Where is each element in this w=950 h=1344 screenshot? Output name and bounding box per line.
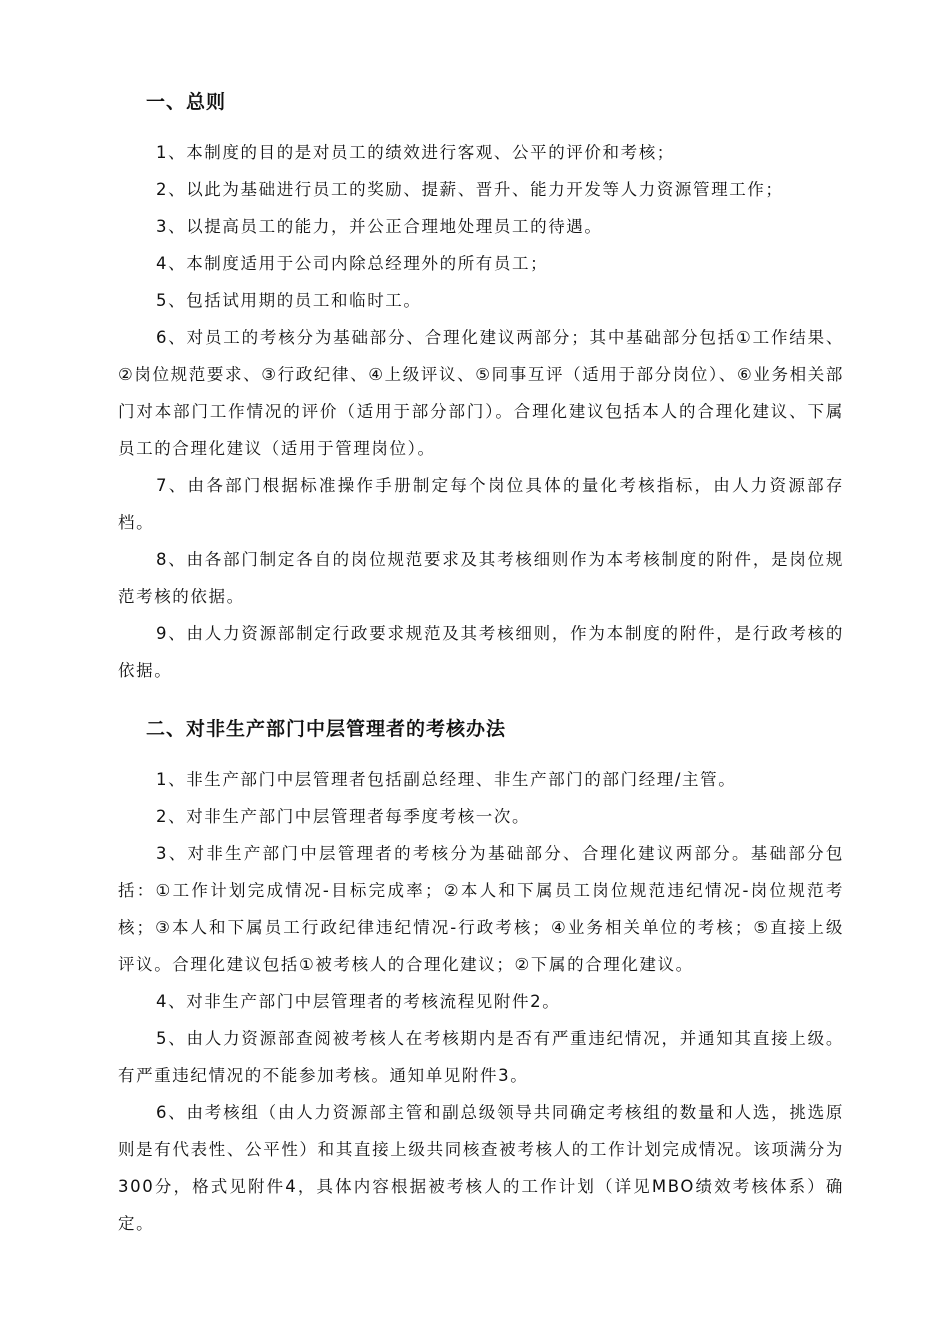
paragraph: 8、由各部门制定各自的岗位规范要求及其考核细则作为本考核制度的附件，是岗位规范考核的依据。 — [118, 550, 844, 606]
paragraph: 2、以此为基础进行员工的奖励、提薪、晋升、能力开发等人力资源管理工作； — [156, 180, 784, 199]
paragraph: 1、本制度的目的是对员工的绩效进行客观、公平的评价和考核； — [156, 143, 675, 162]
paragraph: 4、对非生产部门中层管理者的考核流程见附件2。 — [156, 992, 561, 1011]
document-page — [118, 84, 844, 1242]
paragraph: 5、包括试用期的员工和临时工。 — [156, 291, 422, 310]
paragraph: 3、对非生产部门中层管理者的考核分为基础部分、合理化建议两部分。基础部分包括：①工作计划完成情况-目标完成率；②本人和下属员工岗位规范违纪情况-岗位规范考核；③本人和下属员工行政纪律违纪情况-行政考核；④业务相关单位的考核；⑤直接上级评议。合理化建议包括①被考核人的合理化建议；②下属的合理化建议。 — [118, 844, 844, 974]
paragraph: 5、由人力资源部查阅被考核人在考核期内是否有严重违纪情况，并通知其直接上级。有严重违纪情况的不能参加考核。通知单见附件3。 — [118, 1029, 844, 1085]
paragraph: 9、由人力资源部制定行政要求规范及其考核细则，作为本制度的附件，是行政考核的依据。 — [118, 624, 844, 680]
paragraph: 4、本制度适用于公司内除总经理外的所有员工； — [156, 254, 549, 273]
section-title-general: 一、总则 — [146, 91, 227, 113]
paragraph: 2、对非生产部门中层管理者每季度考核一次。 — [156, 807, 531, 826]
paragraph: 7、由各部门根据标准操作手册制定每个岗位具体的量化考核指标，由人力资源部存档。 — [118, 476, 844, 532]
paragraph: 6、由考核组（由人力资源部主管和副总级领导共同确定考核组的数量和人选，挑选原则是有代表性、公平性）和其直接上级共同核查被考核人的工作计划完成情况。该项满分为300分，格式见附件4，具体内容根据被考核人的工作计划（详见MBO绩效考核体系）确定。 — [118, 1103, 844, 1233]
paragraph: 3、以提高员工的能力，并公正合理地处理员工的待遇。 — [156, 217, 603, 236]
paragraph: 6、对员工的考核分为基础部分、合理化建议两部分；其中基础部分包括①工作结果、②岗位规范要求、③行政纪律、④上级评议、⑤同事互评（适用于部分岗位）、⑥业务相关部门对本部门工作情况的评价（适用于部分部门）。合理化建议包括本人的合理化建议、下属员工的合理化建议（适用于管理岗位）。 — [118, 328, 844, 458]
section-title-middle-managers: 二、对非生产部门中层管理者的考核办法 — [146, 718, 507, 740]
paragraph: 1、非生产部门中层管理者包括副总经理、非生产部门的部门经理/主管。 — [156, 770, 737, 789]
